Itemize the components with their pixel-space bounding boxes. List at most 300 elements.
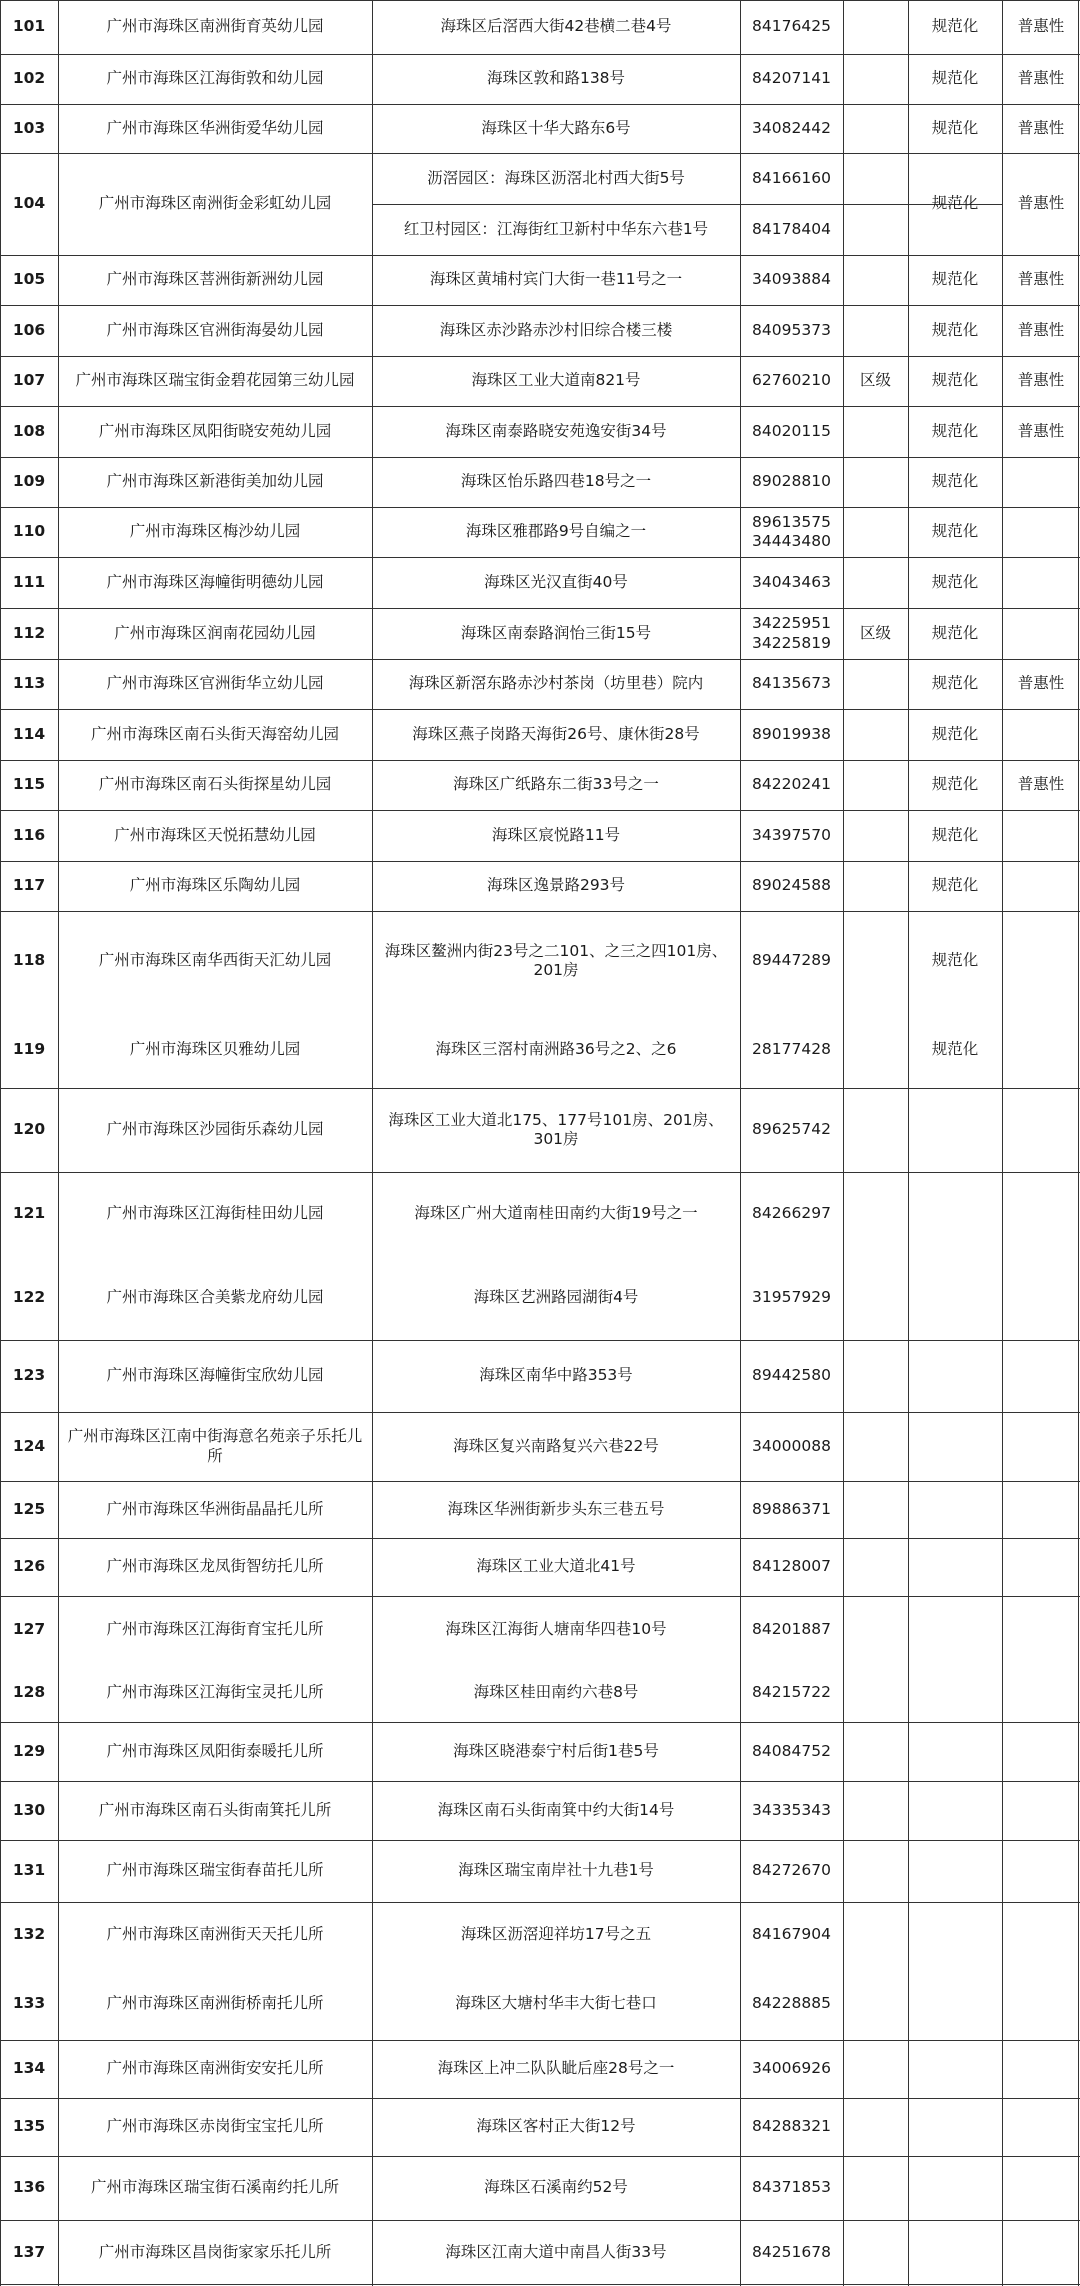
grade-level [843, 406, 908, 457]
inclusive-status [1002, 1088, 1080, 1172]
grade-level [843, 2098, 908, 2156]
standardization-status [908, 2040, 1002, 2098]
grade-level [843, 1256, 908, 1340]
standardization-status: 规范化 [931, 825, 979, 844]
phone-number [740, 356, 843, 406]
kindergarten-name: 广州市海珠区乐陶幼儿园 [129, 876, 301, 895]
row-number: 104 [12, 194, 46, 213]
kindergarten-name: 广州市海珠区海幢街明德幼儿园 [106, 572, 324, 591]
grade-level [843, 305, 908, 356]
kindergarten-name: 广州市海珠区瑞宝街金碧花园第三幼儿园 [75, 371, 355, 390]
phone-number [740, 2098, 843, 2156]
kindergarten-address: 海珠区江海街人塘南华四巷10号 [445, 1620, 667, 1639]
inclusive-status: 普惠性 [1017, 421, 1065, 440]
kindergarten-name: 广州市海珠区官洲街华立幼儿园 [106, 674, 324, 693]
phone-line: 89028810 [752, 472, 831, 491]
kindergarten-address: 海珠区客村正大街12号 [476, 2117, 636, 2136]
column-divider [0, 0, 1, 2286]
kindergarten-address: 海珠区新滘东路赤沙村茶岗（坊里巷）院内 [408, 674, 704, 693]
kindergarten-name: 广州市海珠区南华西街天汇幼儿园 [98, 951, 332, 970]
kindergarten-address: 海珠区敦和路138号 [486, 69, 626, 88]
phone-number [740, 54, 843, 104]
row-number: 129 [12, 1741, 46, 1760]
phone-line: 84215722 [752, 1683, 831, 1702]
grade-level [843, 709, 908, 760]
grade-level [843, 659, 908, 709]
kindergarten-name: 广州市海珠区江海街宝灵托儿所 [106, 1683, 324, 1702]
kindergarten-name: 广州市海珠区江海街敦和幼儿园 [106, 69, 324, 88]
phone-number [740, 1902, 843, 1968]
standardization-status [908, 1968, 1002, 2040]
phone-number [740, 911, 843, 1011]
row-number: 136 [12, 2178, 46, 2197]
standardization-status [908, 2220, 1002, 2286]
phone-line: 84251678 [752, 2243, 831, 2262]
row-number: 105 [12, 270, 46, 289]
grade-level [843, 1011, 908, 1088]
standardization-status: 规范化 [931, 270, 979, 289]
grade-level [843, 1722, 908, 1781]
column-divider [1002, 0, 1003, 2286]
inclusive-status [1002, 1722, 1080, 1781]
kindergarten-address: 海珠区广纸路东二街33号之一 [453, 775, 659, 794]
kindergarten-address: 海珠区南泰路润怡三街15号 [460, 623, 652, 642]
inclusive-status [1002, 1840, 1080, 1902]
phone-line: 34397570 [752, 825, 831, 844]
grade-level [843, 557, 908, 608]
kindergarten-name: 广州市海珠区龙凤街智纺托儿所 [106, 1557, 324, 1576]
phone-line: 84176425 [752, 17, 831, 36]
phone-number [740, 810, 843, 861]
standardization-status: 规范化 [931, 472, 979, 491]
grade-level [843, 54, 908, 104]
row-number: 107 [12, 371, 46, 390]
row-number: 118 [12, 951, 46, 970]
grade-level [843, 810, 908, 861]
inclusive-status [1002, 1172, 1080, 1256]
kindergarten-address: 海珠区华洲街新步头东三巷五号 [447, 1499, 665, 1518]
phone-number [740, 255, 843, 305]
inclusive-status [1002, 861, 1080, 911]
kindergarten-name: 广州市海珠区菩洲街新洲幼儿园 [106, 270, 324, 289]
grade-level [843, 2040, 908, 2098]
grade-level [843, 1968, 908, 2040]
kindergarten-name: 广州市海珠区江南中街海意名苑亲子乐托儿所 [67, 1427, 363, 1465]
kindergarten-address: 海珠区上冲二队队眦后座28号之一 [437, 2059, 675, 2078]
phone-line: 34000088 [752, 1436, 831, 1455]
kindergarten-address: 海珠区江南大道中南昌人街33号 [445, 2243, 667, 2262]
inclusive-status [1002, 1781, 1080, 1840]
grade-level [843, 255, 908, 305]
kindergarten-address: 海珠区桂田南约六巷8号 [473, 1683, 639, 1702]
standardization-status [908, 1340, 1002, 1412]
standardization-status: 规范化 [931, 194, 979, 213]
column-divider [372, 0, 373, 2286]
inclusive-status [1002, 1664, 1080, 1722]
kindergarten-name: 广州市海珠区海幢街宝欣幼儿园 [106, 1366, 324, 1385]
phone-line: 34225819 [752, 633, 831, 652]
kindergarten-name: 广州市海珠区合美紫龙府幼儿园 [106, 1288, 324, 1307]
grade-level [843, 1538, 908, 1596]
column-divider [740, 0, 741, 2286]
phone-number [740, 1412, 843, 1481]
standardization-status: 规范化 [931, 724, 979, 743]
grade-level: 区级 [859, 623, 891, 642]
phone-line: 84167904 [752, 1925, 831, 1944]
campus-phone: 84178404 [752, 219, 831, 238]
campus-phone: 84166160 [752, 168, 831, 187]
phone-line: 62760210 [752, 371, 831, 390]
column-divider [908, 0, 909, 2286]
kindergarten-address: 海珠区工业大道北41号 [476, 1557, 636, 1576]
inclusive-status: 普惠性 [1017, 371, 1065, 390]
kindergarten-address: 海珠区宸悦路11号 [491, 825, 621, 844]
grade-level [843, 1088, 908, 1172]
standardization-status [908, 1088, 1002, 1172]
phone-number [740, 1781, 843, 1840]
row-number: 119 [12, 1039, 46, 1058]
phone-line: 84272670 [752, 1861, 831, 1880]
phone-number [740, 507, 843, 557]
standardization-status [908, 2156, 1002, 2220]
grade-level [843, 104, 908, 153]
phone-line: 34443480 [752, 532, 831, 550]
inclusive-status [1002, 810, 1080, 861]
phone-number [740, 1340, 843, 1412]
inclusive-status [1002, 2040, 1080, 2098]
kindergarten-name: 广州市海珠区润南花园幼儿园 [114, 623, 316, 642]
phone-line: 28177428 [752, 1039, 831, 1058]
phone-number [740, 1256, 843, 1340]
kindergarten-address: 海珠区黄埔村宾门大街一巷11号之一 [429, 270, 683, 289]
kindergarten-address: 海珠区雅郡路9号自编之一 [465, 522, 647, 541]
inclusive-status [1002, 911, 1080, 1011]
phone-line: 84084752 [752, 1741, 831, 1760]
phone-line: 34093884 [752, 270, 831, 289]
kindergarten-address: 海珠区南石头街南箕中约大街14号 [437, 1800, 675, 1819]
phone-line: 89613575 [752, 512, 831, 531]
kindergarten-address: 海珠区石溪南约52号 [484, 2178, 628, 2197]
inclusive-status [1002, 1412, 1080, 1481]
row-number: 122 [12, 1288, 46, 1307]
kindergarten-name: 广州市海珠区华洲街爱华幼儿园 [106, 118, 324, 137]
grade-level [843, 1781, 908, 1840]
standardization-status [908, 1781, 1002, 1840]
phone-number [740, 1968, 843, 2040]
phone-number [740, 2040, 843, 2098]
standardization-status [908, 1596, 1002, 1664]
kindergarten-name: 广州市海珠区江海街育宝托儿所 [106, 1620, 324, 1639]
row-number: 108 [12, 421, 46, 440]
kindergarten-name: 广州市海珠区梅沙幼儿园 [129, 522, 301, 541]
kindergarten-address: 海珠区燕子岗路天海街26号、康休街28号 [412, 724, 700, 743]
kindergarten-name: 广州市海珠区贝雅幼儿园 [129, 1039, 301, 1058]
row-number: 133 [12, 1994, 46, 2013]
phone-line: 89019938 [752, 724, 831, 743]
phone-number [740, 709, 843, 760]
standardization-status [908, 1256, 1002, 1340]
kindergarten-name: 广州市海珠区凤阳街晓安苑幼儿园 [98, 421, 332, 440]
phone-number [740, 2156, 843, 2220]
phone-number [740, 557, 843, 608]
campus-address: 红卫村园区：江海街红卫新村中华东六巷1号 [403, 219, 709, 238]
phone-line: 89447289 [752, 951, 831, 970]
phone-line: 84128007 [752, 1557, 831, 1576]
standardization-status: 规范化 [931, 951, 979, 970]
kindergarten-address: 海珠区南华中路353号 [479, 1366, 633, 1385]
phone-number [740, 1538, 843, 1596]
row-number: 110 [12, 522, 46, 541]
standardization-status [908, 2098, 1002, 2156]
inclusive-status: 普惠性 [1017, 674, 1065, 693]
inclusive-status: 普惠性 [1017, 775, 1065, 794]
kindergarten-address: 海珠区后滘西大街42巷横二巷4号 [440, 17, 672, 36]
row-number: 132 [12, 1925, 46, 1944]
kindergarten-address: 海珠区工业大道南821号 [471, 371, 641, 390]
standardization-status: 规范化 [931, 17, 979, 36]
kindergarten-address: 海珠区十华大路东6号 [481, 118, 631, 137]
inclusive-status [1002, 709, 1080, 760]
phone-number [740, 1596, 843, 1664]
standardization-status [908, 1538, 1002, 1596]
kindergarten-name: 广州市海珠区南洲街金彩虹幼儿园 [98, 194, 332, 213]
inclusive-status [1002, 1968, 1080, 2040]
kindergarten-address: 海珠区复兴南路复兴六巷22号 [453, 1436, 659, 1455]
standardization-status: 规范化 [931, 421, 979, 440]
phone-number [740, 406, 843, 457]
phone-line: 84371853 [752, 2178, 831, 2197]
column-divider [843, 0, 844, 2286]
phone-number [740, 659, 843, 709]
kindergarten-name: 广州市海珠区瑞宝街石溪南约托儿所 [90, 2178, 339, 2197]
grade-level [843, 1902, 908, 1968]
standardization-status [908, 1902, 1002, 1968]
inclusive-status [1002, 1011, 1080, 1088]
standardization-status [908, 1481, 1002, 1538]
grade-level [843, 760, 908, 810]
kindergarten-name: 广州市海珠区南洲街育英幼儿园 [106, 17, 324, 36]
table-bottom-border [0, 2284, 1080, 2285]
kindergarten-name: 广州市海珠区沙园街乐森幼儿园 [106, 1120, 324, 1139]
row-number: 126 [12, 1557, 46, 1576]
inclusive-status: 普惠性 [1017, 118, 1065, 137]
phone-number [740, 1172, 843, 1256]
kindergarten-name: 广州市海珠区赤岗街宝宝托儿所 [106, 2117, 324, 2136]
column-divider [1078, 0, 1079, 2286]
inclusive-status [1002, 457, 1080, 507]
inclusive-status [1002, 2098, 1080, 2156]
phone-number [740, 608, 843, 659]
phone-line: 84228885 [752, 1994, 831, 2013]
row-number: 135 [12, 2117, 46, 2136]
inclusive-status: 普惠性 [1017, 194, 1065, 213]
column-divider [58, 0, 59, 2286]
inclusive-status: 普惠性 [1017, 69, 1065, 88]
standardization-status: 规范化 [931, 572, 979, 591]
phone-line: 31957929 [752, 1288, 831, 1307]
grade-level [843, 1664, 908, 1722]
grade-level [843, 911, 908, 1011]
inclusive-status [1002, 557, 1080, 608]
standardization-status: 规范化 [931, 522, 979, 541]
phone-number [740, 1011, 843, 1088]
inclusive-status [1002, 507, 1080, 557]
row-number: 116 [12, 825, 46, 844]
inclusive-status [1002, 1340, 1080, 1412]
standardization-status: 规范化 [931, 775, 979, 794]
phone-number [740, 1481, 843, 1538]
kindergarten-name: 广州市海珠区南洲街安安托儿所 [106, 2059, 324, 2078]
phone-line: 89625742 [752, 1120, 831, 1139]
standardization-status: 规范化 [931, 876, 979, 895]
phone-line: 34082442 [752, 118, 831, 137]
kindergarten-address: 海珠区怡乐路四巷18号之一 [460, 472, 652, 491]
row-number: 121 [12, 1204, 46, 1223]
standardization-status [908, 1722, 1002, 1781]
kindergarten-name: 广州市海珠区江海街桂田幼儿园 [106, 1204, 324, 1223]
kindergarten-name: 广州市海珠区官洲街海晏幼儿园 [106, 320, 324, 339]
kindergarten-name: 广州市海珠区南石头街天海窑幼儿园 [90, 724, 339, 743]
inclusive-status [1002, 2156, 1080, 2220]
inclusive-status: 普惠性 [1017, 270, 1065, 289]
row-number: 127 [12, 1620, 46, 1639]
row-number: 120 [12, 1120, 46, 1139]
kindergarten-name: 广州市海珠区南洲街天天托儿所 [106, 1925, 324, 1944]
row-number: 115 [12, 775, 46, 794]
phone-line: 84020115 [752, 421, 831, 440]
phone-line: 84201887 [752, 1620, 831, 1639]
grade-level [843, 507, 908, 557]
kindergarten-name: 广州市海珠区天悦拓慧幼儿园 [114, 825, 316, 844]
standardization-status [908, 1172, 1002, 1256]
standardization-status: 规范化 [931, 118, 979, 137]
standardization-status: 规范化 [931, 623, 979, 642]
phone-line: 84220241 [752, 775, 831, 794]
kindergarten-address: 海珠区光汉直街40号 [484, 572, 628, 591]
row-number: 106 [12, 320, 46, 339]
phone-number [740, 1722, 843, 1781]
phone-number [740, 760, 843, 810]
kindergarten-address: 海珠区大塘村华丰大街七巷口 [455, 1994, 657, 2013]
kindergarten-address: 海珠区瑞宝南岸社十九巷1号 [458, 1861, 654, 1880]
standardization-status: 规范化 [931, 1039, 979, 1058]
row-number: 131 [12, 1861, 46, 1880]
kindergarten-address: 海珠区三滘村南洲路36号之2、之6 [435, 1039, 677, 1058]
standardization-status: 规范化 [931, 69, 979, 88]
row-number: 123 [12, 1366, 46, 1385]
row-number: 137 [12, 2243, 46, 2262]
kindergarten-address: 海珠区南泰路晓安苑逸安街34号 [445, 421, 667, 440]
inclusive-status [1002, 2220, 1080, 2286]
inclusive-status [1002, 608, 1080, 659]
kindergarten-name: 广州市海珠区昌岗街家家乐托儿所 [98, 2243, 332, 2262]
grade-level [843, 1340, 908, 1412]
inclusive-status [1002, 1596, 1080, 1664]
grade-level [843, 2156, 908, 2220]
kindergarten-address: 海珠区赤沙路赤沙村旧综合楼三楼 [439, 320, 673, 339]
campus-address: 沥滘园区：海珠区沥滘北村西大街5号 [427, 168, 685, 187]
grade-level [843, 0, 908, 54]
grade-level [843, 2220, 908, 2286]
inclusive-status [1002, 1256, 1080, 1340]
kindergarten-name: 广州市海珠区凤阳街泰暖托儿所 [106, 1741, 324, 1760]
standardization-status: 规范化 [931, 320, 979, 339]
kindergarten-address: 海珠区晓港泰宁村后街1巷5号 [453, 1741, 659, 1760]
inclusive-status [1002, 1902, 1080, 1968]
phone-number [740, 104, 843, 153]
row-number: 134 [12, 2059, 46, 2078]
standardization-status [908, 1664, 1002, 1722]
row-number: 101 [12, 17, 46, 36]
kindergarten-name: 广州市海珠区南洲街桥南托儿所 [106, 1994, 324, 2013]
inclusive-status: 普惠性 [1017, 17, 1065, 36]
phone-line: 34006926 [752, 2059, 831, 2078]
standardization-status: 规范化 [931, 371, 979, 390]
phone-number [740, 2220, 843, 2286]
row-number: 130 [12, 1800, 46, 1819]
phone-number [740, 457, 843, 507]
phone-line: 89886371 [752, 1499, 831, 1518]
row-number: 112 [12, 623, 46, 642]
phone-line: 84266297 [752, 1204, 831, 1223]
phone-line: 84135673 [752, 674, 831, 693]
grade-level [843, 153, 908, 255]
grade-level [843, 861, 908, 911]
standardization-status: 规范化 [931, 674, 979, 693]
kindergarten-address: 海珠区鳌洲内街23号之二101、之三之四101房、201房 [384, 941, 728, 979]
grade-level [843, 1596, 908, 1664]
grade-level [843, 1481, 908, 1538]
grade-level [843, 457, 908, 507]
standardization-status [908, 1840, 1002, 1902]
kindergarten-address: 海珠区广州大道南桂田南约大街19号之一 [414, 1204, 698, 1223]
phone-line: 84095373 [752, 320, 831, 339]
inclusive-status [1002, 1538, 1080, 1596]
row-number: 124 [12, 1436, 46, 1455]
phone-number [740, 1664, 843, 1722]
inclusive-status [1002, 1481, 1080, 1538]
grade-level [843, 1412, 908, 1481]
row-number: 113 [12, 674, 46, 693]
kindergarten-address: 海珠区逸景路293号 [486, 876, 626, 895]
kindergarten-address: 海珠区艺洲路园湖街4号 [473, 1288, 639, 1307]
row-number: 117 [12, 876, 46, 895]
phone-line: 89024588 [752, 876, 831, 895]
phone-line: 34043463 [752, 572, 831, 591]
kindergarten-name: 广州市海珠区瑞宝街春苗托儿所 [106, 1861, 324, 1880]
phone-number [740, 305, 843, 356]
grade-level [843, 1840, 908, 1902]
kindergarten-name: 广州市海珠区南石头街探星幼儿园 [98, 775, 332, 794]
phone-number [740, 861, 843, 911]
kindergarten-name: 广州市海珠区南石头街南箕托儿所 [98, 1800, 332, 1819]
inclusive-status: 普惠性 [1017, 320, 1065, 339]
standardization-status [908, 1412, 1002, 1481]
phone-line: 84207141 [752, 69, 831, 88]
phone-number [740, 0, 843, 54]
kindergarten-name: 广州市海珠区新港街美加幼儿园 [106, 472, 324, 491]
kindergarten-address: 海珠区沥滘迎祥坊17号之五 [460, 1925, 652, 1944]
row-number: 125 [12, 1499, 46, 1518]
row-number: 111 [12, 572, 46, 591]
row-number: 114 [12, 724, 46, 743]
phone-number [740, 1840, 843, 1902]
kindergarten-name: 广州市海珠区华洲街晶晶托儿所 [106, 1499, 324, 1518]
phone-line: 89442580 [752, 1366, 831, 1385]
grade-level: 区级 [859, 371, 891, 390]
row-number: 103 [12, 118, 46, 137]
phone-line: 84288321 [752, 2117, 831, 2136]
